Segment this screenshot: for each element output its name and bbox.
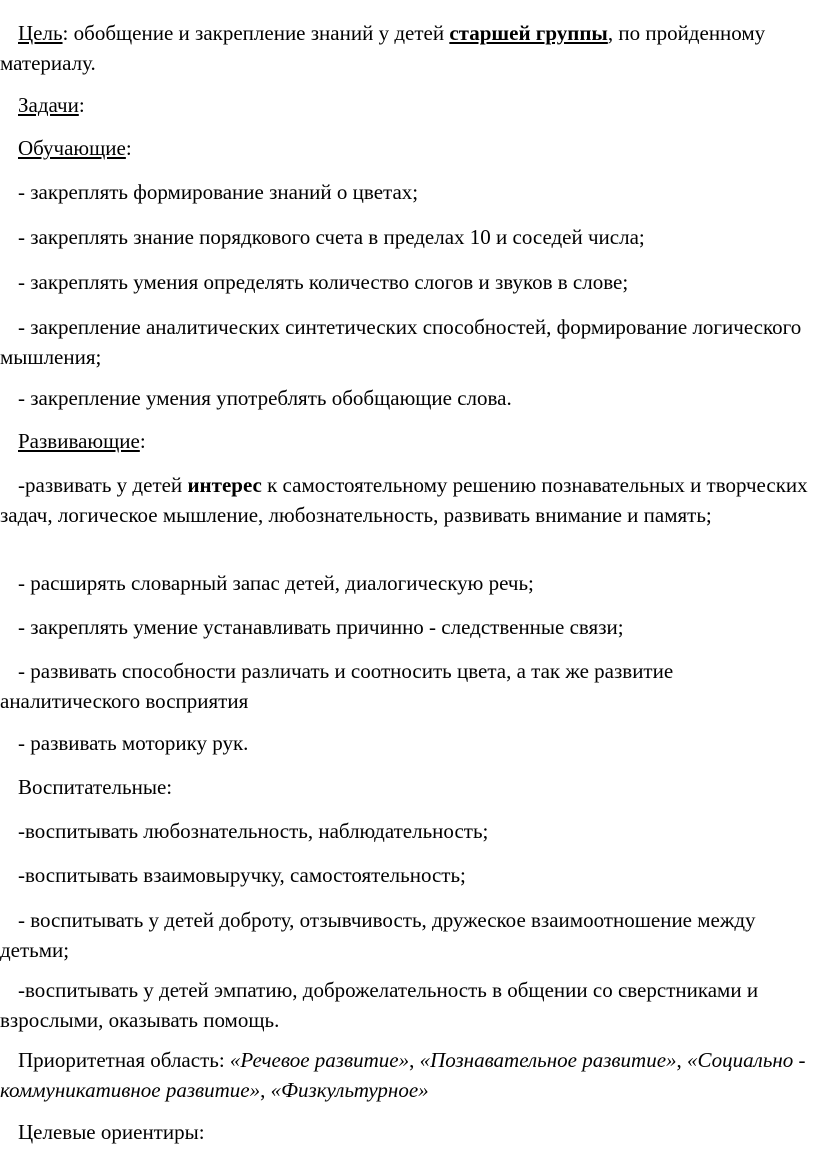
priority-area: «Речевое развитие» [229, 1048, 410, 1072]
targets-heading: Целевые ориентиры: [18, 1120, 205, 1144]
priority-area: «Социально - коммуникативное развитие» [0, 1048, 806, 1102]
developing-heading [0, 426, 814, 456]
educational-item: - закреплять умения определять количество слогов и звуков в слове; [18, 270, 629, 294]
developing-item: - расширять словарный запас детей, диалогическую речь; [18, 571, 534, 595]
upbringing-item: -воспитывать у детей эмпатию, доброжелательность в общении со сверстниками и взрослыми, оказывать помощь. [0, 978, 759, 1032]
upbringing-item: - воспитывать у детей доброту, отзывчивость, дружеское взаимоотношение между детьми; [0, 908, 756, 962]
educational-item: - закрепление аналитических синтетических способностей, формирование логического мышления; [0, 315, 802, 369]
developing-label: Развивающие [18, 429, 140, 453]
priority-area: «Физкультурное» [270, 1078, 429, 1102]
goal-text-a: : обобщение и закрепление знаний у детей [62, 21, 450, 45]
upbringing-heading: Воспитательные: [18, 775, 173, 799]
priority-separator: , [409, 1048, 420, 1072]
developing-first-a: -развивать у детей [18, 473, 188, 497]
developing-item: - развивать моторику рук. [18, 731, 249, 755]
goal-label: Цель [18, 21, 63, 45]
tasks-heading [0, 90, 814, 120]
developing-first-b: к самостоятельному решению познавательных и творческих задач, логическое мышление, любознательность, развивать внимание и память; [0, 473, 808, 527]
priority-paragraph [0, 1045, 814, 1105]
educational-item: - закреплять знание порядкового счета в пределах 10 и соседей числа; [18, 225, 645, 249]
developing-item [0, 470, 814, 530]
priority-separator: , [260, 1078, 271, 1102]
developing-item: - развивать способности различать и соотносить цвета, а так же развитие аналитического восприятия [0, 659, 674, 713]
priority-area: «Познавательное развитие» [419, 1048, 677, 1072]
priority-separator: , [676, 1048, 688, 1072]
developing-colon: : [139, 429, 146, 453]
goal-text-b: , по пройденному материалу. [0, 21, 766, 75]
upbringing-item: -воспитывать взаимовыручку, самостоятельность; [18, 863, 466, 887]
upbringing-item: -воспитывать любознательность, наблюдательность; [18, 819, 489, 843]
educational-heading [0, 133, 814, 163]
educational-item: - закреплять формирование знаний о цветах; [18, 180, 419, 204]
educational-item: - закрепление умения употреблять обобщающие слова. [18, 386, 512, 410]
educational-label: Обучающие [18, 136, 126, 160]
priority-label: Приоритетная область: [18, 1048, 230, 1072]
developing-item: - закреплять умение устанавливать причинно - следственные связи; [18, 615, 624, 639]
tasks-colon: : [78, 93, 85, 117]
goal-emphasis: старшей группы [449, 21, 608, 45]
tasks-label: Задачи [18, 93, 79, 117]
developing-first-emphasis: интерес [187, 473, 262, 497]
educational-colon: : [125, 136, 132, 160]
goal-paragraph [0, 18, 814, 78]
